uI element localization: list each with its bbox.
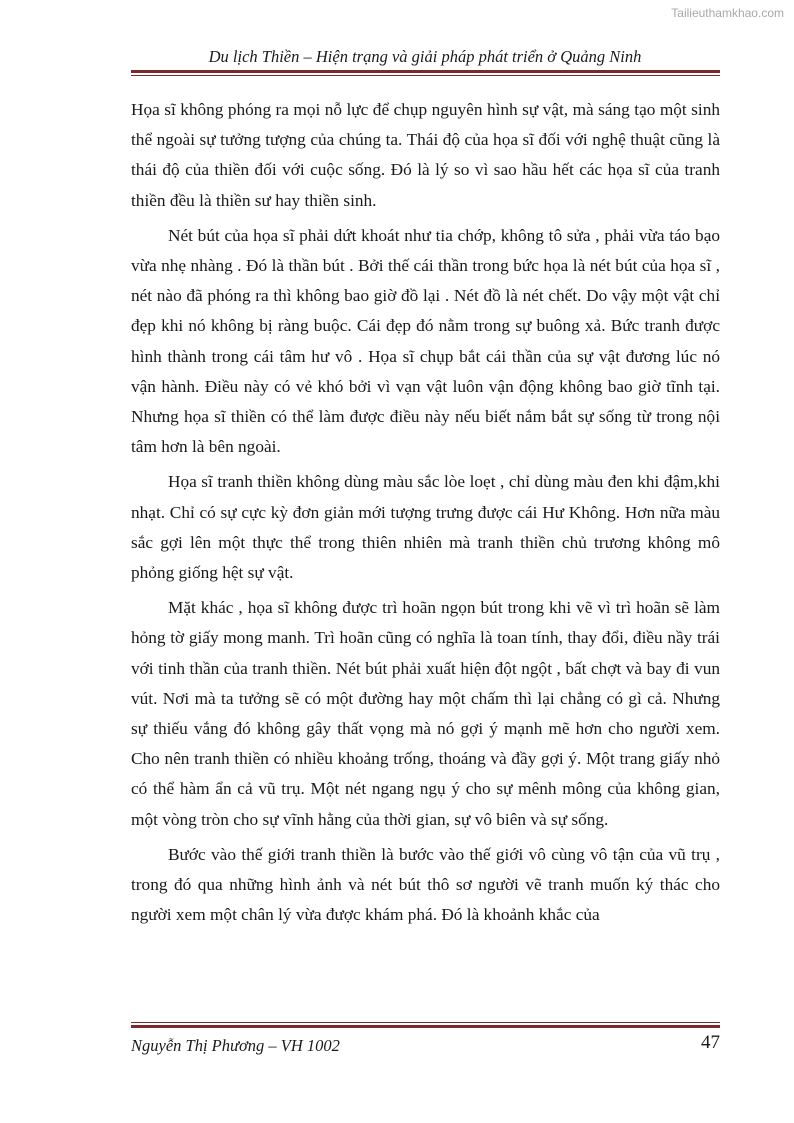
header-rule-thick — [131, 70, 720, 73]
paragraph-2: Nét bút của họa sĩ phải dứt khoát như tia chớp, không tô sửa , phải vừa táo bạo vừa nhẹ nhàng . Đó là thần bút . Bởi thế cái thần trong bức họa là nét bút của họa sĩ , nét nào đã phóng ra thì không bao giờ đồ lại . Nét đồ là nét chết. Do vậy một vật chỉ đẹp khi nó không bị ràng buộc. Cái đẹp đó nằm trong sự buông xả. Bức tranh được hình thành trong cái tâm hư vô . Họa sĩ chụp bắt cái thần của sự vật đương lúc nó vận hành. Điều này có vẻ khó bởi vì vạn vật luôn vận động không bao giờ tĩnh tại. Nhưng họa sĩ thiền có thể làm được điều này nếu biết nắm bắt sự sống từ trong nội tâm hơn là bên ngoài. — [131, 225, 720, 457]
page-header-title: Du lịch Thiền – Hiện trạng và giải pháp phát triển ở Quảng Ninh — [208, 47, 642, 66]
footer-rule-thick — [131, 1025, 720, 1028]
footer-rule-thin — [131, 1022, 720, 1023]
body-text — [131, 95, 720, 935]
paragraph-3: Họa sĩ tranh thiền không dùng màu sắc lòe loẹt , chỉ dùng màu đen khi đậm,khi nhạt. Chỉ có sự cực kỳ đơn giản mới tượng trưng được cái Hư Không. Hơn nữa màu sắc gợi lên một thực thể trong thiên nhiên mà tranh thiền chủ trương không mô phỏng giống hệt sự vật. — [131, 472, 720, 583]
header-rule-thin — [131, 75, 720, 76]
footer-author: Nguyễn Thị Phương – VH 1002 — [131, 1036, 340, 1055]
watermark: Tailieuthamkhao.com — [671, 6, 784, 20]
page-number: 47 — [701, 1032, 720, 1053]
paragraph-5: Bước vào thế giới tranh thiền là bước vào thế giới vô cùng vô tận của vũ trụ , trong đó qua những hình ảnh và nét bút thô sơ người vẽ tranh muốn ký thác cho người xem một chân lý vừa được khám phá. Đó là khoảnh khắc của — [131, 844, 720, 925]
paragraph-1: Họa sĩ không phóng ra mọi nỗ lực để chụp nguyên hình sự vật, mà sáng tạo một sinh thể ngoài sự tưởng tượng của chúng ta. Thái độ của họa sĩ đối với nghệ thuật cũng là thái độ của thiền đối với cuộc sống. Đó là lý so vì sao hầu hết các họa sĩ của tranh thiền đều là thiền sư hay thiền sinh. — [131, 100, 720, 210]
paragraph-4: Mặt khác , họa sĩ không được trì hoãn ngọn bút trong khi vẽ vì trì hoãn sẽ làm hỏng tờ giấy mong manh. Trì hoãn cũng có nghĩa là toan tính, thay đổi, điều nầy trái với tinh thần của tranh thiền. Nét bút phải xuất hiện đột ngột , bất chợt và bay đi vun vút. Nơi mà ta tưởng sẽ có một đường hay một chấm thì lại chẳng có gì cả. Nhưng sự thiếu vắng đó không gây thất vọng mà nó gợi ý mạnh mẽ hơn cho người xem. Cho nên tranh thiền có nhiều khoảng trống, thoáng và đầy gợi ý. Một trang giấy nhỏ có thể hàm ẩn cả vũ trụ. Một nét ngang ngụ ý cho sự mênh mông của không gian, một vòng tròn cho sự vĩnh hằng của thời gian, sự vô biên và sự sống. — [131, 598, 720, 829]
